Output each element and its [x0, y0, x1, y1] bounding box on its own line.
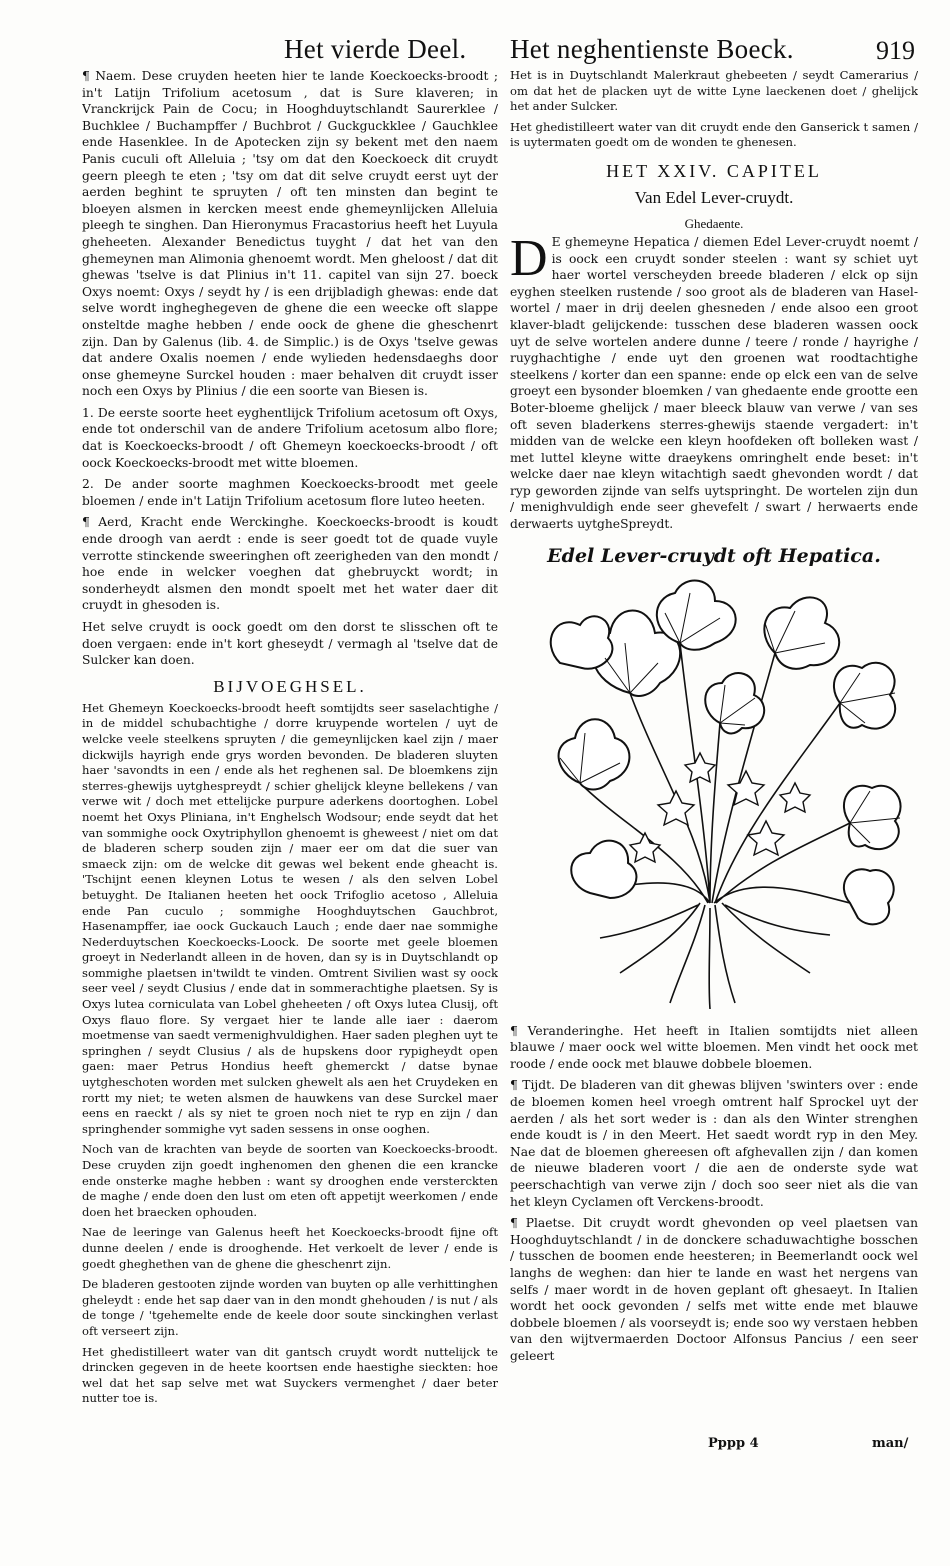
paragraph-top-2: Het ghedistilleert water van dit cruydt ende den Ganserick t samen / is uytermaten goedt om de wonden te ghenesen. — [510, 119, 918, 150]
hepatica-woodcut-illustration — [510, 573, 918, 1011]
paragraph-naem: ¶ Naem. Dese cruyden heeten hier te lande Koeckoecks-broodt ; in't Latijn Trifolium acetosum , dat is Sure klaveren; in Vranckrijck Pain de Cocu; in Hooghduytschlandt Saurerklee / Buchklee / Buchampffer / Buchbrot / Guckguckklee / Gauchklee ende Hasenklee. In de Apotecken zijn sy bekent met den naem Panis cuculi oft Alleluia ; 'tsy om dat den Koeckoeck dit cruydt geern pleegh te eten ; 'tsy om dat dit selve cruydt eerst uyt der aerden beghint te spruyten / oft ten minsten dan begint te bloeyen alsmen in kercken meest ende ghemeynlijcken Alleluia pleegh te singhen. Dan Hieronymus Fracastorius heeft het Luyula gheheeten. Alexander Benedictus tuyght / dat het van den ghemeynen man Alimonia ghenoemt wordt. Men gheloost / dat dit ghewas 'tselve is dat Plinius in't 11. capitel van sijn 27. boeck Oxys noemt: Oxys / seydt hy / is een drijbladigh ghewas: ende dat selve wordt ingheghegeven de ghene die een weecke oft slappe onsteltde maghe hebben / ende oock de ghene die gheschenrt zijn. Dan by Galenus (lib. 4. de Simplic.) is de Oxys 'tselve gewas dat andere Oxalis noemen / ende wylieden hedensdaeghs door onse ghemeyne Surckel houden : maer behalven dit cruydt isser noch een Oxys by Plinius / die een soorte van Biesen is. — [82, 69, 498, 399]
paragraph-soorte-2: 2. De ander soorte maghmen Koeckoecks-broodt met geele bloemen / ende in't Latijn Trifolium acetosum flore luteo heeten. — [82, 477, 498, 508]
catchword: man/ — [872, 1436, 909, 1451]
bijvoeghsel-text-4: De bladeren gestooten zijnde worden van buyten op alle verhittinghen gheleydt : ende het sap daer van in den mondt ghehouden / is nut / als de tonge / 'tgehemelte ende de keele door soute sinckinghen verlast oft verseert zijn. — [82, 1277, 498, 1338]
ghedaente-paragraph — [510, 229, 918, 533]
chapter-subtitle: Van Edel Lever-cruydt. — [634, 187, 794, 207]
chapter-title: HET XXIV. CAPITEL — [606, 160, 822, 181]
bijvoeghsel-text: Het Ghemeyn Koeckoecks-broodt heeft somtijdts seer saselachtighe / in de middel schubachtighe / dorre kruypende wortelen / uyt de welcke veele steelkens spruyten / die gemeynlijcken kael zijn / maer dickwijls hayrigh ende grys worden bevonden. De bladeren sluyten haer 'savondts in een / ende als het reghenen sal. De bloemkens zijn sterres-ghewijs uytghespreydt / schier ghelijck kleyne bellekens / van verwe wit / doch met ettelijcke purpure aderkens doortoghen. Lobel noemt het Oxys Pliniana, in't Enghelsch Wodsour; ende seydt dat het van sommighe oock Oxytriphyllon ghenoemt is gheweest / niet om dat de bladeren scherp souden zijn / maer eer om dat die suer van smaeck zijn: om de welcke dit gewas wel bekent ende gheacht is. 'Tschijnt eenen kleynen Lotus te wesen / als den selven Lobel betuyght. De Italianen heeten het oock Trifoglio acetoso , Alleluia ende Pan cuculo ; sommighe Hooghduytschen Gauchbrot, Hasenampffer, iae oock Guckauch Lauch ; ende daer nae sommighe Nederduytschen Koeckoecks-Loock. De soorte met geele bloemen groeyt in Nederlandt alleen in de hoven, dan sy is in Duytschlandt op sommighe plaetsen in'twildt te vinden. Omtrent Sivilien wast sy oock seer veel / seydt Clusius / ende dat in sommerachtighe plaetsen. Sy is Oxys lutea corniculata van Lobel gheheeten / oft Oxys lutea Clusij, oft Oxys flauo flore. Sy vergaet hier te lande alle iaer : daerom moetmense van saedt vermenighvuldighen. Haer saden pleghen uyt te springhen / seydt Clusius / als de hupskens door rypigheydt open gaen: maer Petrus Hondius heeft ghemerckt / datse bynae uytgheschoten worden met sulcken ghewelt als aen het Cruydeken en rortt my niet; te weten alsmen de hauwkens van dese Surckel maer eens en raeckt / als sy niet te groen noch niet te ryp en zijn / dan springhender sommighe vyt saden sessens in onse ooghen. — [82, 700, 498, 1136]
ghedaente-heading: Ghedaente. — [684, 215, 744, 231]
paragraph-selve: Het selve cruydt is oock goedt om den dorst te slisschen oft te doen vergaen: ende in't kort gheseydt / vermagh al 'tselve dat de Sulcker kan doen. — [82, 620, 498, 668]
bijvoeghsel-text-2: Noch van de krachten van beyde de soorten van Koeckoecks-broodt. Dese cruyden zijn goedt inghenomen den ghenen die een krancke ende onsterke maghe hebben : want sy drooghen ende versterckten de maghe / ende doen den lust om eten oft appetijt weerkomen / ende doen het braecken ophouden. — [82, 1142, 498, 1219]
ghedaente-text: E ghemeyne Hepatica / diemen Edel Lever-cruydt noemt / is oock een cruydt sonder steelen : want sy schiet uyt haer wortel verscheyden breede bladeren / elck op sijn eyghen steelken rustende / soo groot als de bladeren van Hasel-wortel / maer in drij deelen ghesneden / ende alsoo een groot klaver-bladt gelijckende: tusschen dese bladeren wassen oock uyt de selve wortelen andere dunne / teere / ronde / hayrighe / ruyghachtighe / ende uyt den groenen wat roodtachtighe steelkens / korter dan een spanne: ende op elck een van de selve groeyt een bysonder bloemken / van ghedaente ende grootte een Boter-bloeme ghelijck / maer bleeck blauw van verwe / van ses oft seven bladerkens sterres-ghewijs staende vergadert: in't midden van de welcke een kleyn hoofdeken oft bolleken wast / met luttel kleyne witte draeykens omringhelt ende beset: in't welcke daer nae kleyn witachtigh saedt ghevonden wordt / dat ryp geworden zijnde van selfs uytspringht. De wortelen zijn dun / menighvuldigh ende seer ghevefelt / swart / herwaerts ende derwaerts uytgheSpreydt. — [510, 234, 918, 532]
running-head-left: Het vierde Deel. — [284, 34, 467, 64]
paragraph-soorte-1: 1. De eerste soorte heet eyghentlijck Trifolium acetosum oft Oxys, ende tot onderschil van de andere Trifolium acetosum albo flore; dat is Koeckoecks-broodt / oft Ghemeyn koeckoecks-broodt / oft oock Koeckoecks-broodt met witte bloemen. — [82, 405, 498, 470]
paragraph-aerd-kracht: ¶ Aerd, Kracht ende Werckinghe. Koeckoecks-broodt is koudt ende droogh van aerdt : ende is seer goedt tot de quade vuyle verrotte stinckende sweeringhen oft zeerigheden van den mondt / hoe ende in welcker voeghen dat ghebruyckt wordt; in sonderheydt alsmen den mondt spoelt met het water daer dit cruydt in ghesoden is. — [82, 515, 498, 613]
left-column — [82, 68, 498, 1428]
paragraph-tijdt: ¶ Tijdt. De bladeren van dit ghewas blijven 'swinters over : ende de bloemen komen heel vroegh omtrent half Sprockel uyt der aerden / als het sort weder is : dan als den Winter strenghen ende koudt is / in den Meert. Het saedt wordt ryp in den Mey. Nae dat de bloemen ghereesen oft afghevallen zijn / dan komen de nieuwe bladeren voort / die aen de onderste syde wat peerschachtigh van verwe zijn / doch soo seer niet als die van het kleyn Cyclamen oft Verckens-broodt. — [510, 1078, 918, 1209]
paragraph-veranderinghe: ¶ Veranderinghe. Het heeft in Italien somtijdts niet alleen blauwe / maer oock wel witte bloemen. Men vindt het oock met roode / ende oock met blauwe dobbele bloemen. — [510, 1023, 918, 1071]
paragraph-top: Het is in Duytschlandt Malerkraut ghebeeten / seydt Camerarius / om dat het de placken uyt de witte Lyne laeckenen doet / ghelijck het ander Sulcker. — [510, 68, 918, 114]
running-head — [0, 34, 950, 72]
page-number: 919 — [876, 36, 915, 65]
figure-caption: Edel Lever-cruydt oft Hepatica. — [547, 544, 881, 567]
right-column — [510, 68, 918, 1463]
bijvoeghsel-text-3: Nae de leeringe van Galenus heeft het Koeckoecks-broodt fijne oft dunne deelen / ende is drooghende. Het verkoelt de lever / ende is goedt gheghethen van de ghene die gheschenrt zijn. — [82, 1225, 498, 1271]
paragraph-plaetse: ¶ Plaetse. Dit cruydt wordt ghevonden op veel plaetsen van Hooghduytschlandt / in de donckere schaduwachtighe bosschen / tusschen de boomen ende heesteren; in Beemerlandt oock wel langhs de weghen: dan hier te lande en wast het nergens van selfs / maer wordt in de hoven geplant oft ghesaeyt. In Italien wordt het oock gevonden / selfs met witte ende met blauwe dobbele bloemen / als voorseydt is; ende soo wy verstaen hebben van den wijtvermaerden Doctoor Alfonsus Pancius / een seer geleert — [510, 1216, 918, 1363]
bijvoeghsel-text-5: Het ghedistilleert water van dit gantsch cruydt wordt nuttelijck te drincken gegeven in de heete koortsen ende haestighe sieckten: hoe wel dat het sap selve met wat Suyckers vermenghet / daer beter nutter toe is. — [82, 1344, 498, 1406]
bijvoeghsel-heading: BIJVOEGHSEL. — [213, 676, 367, 696]
running-head-right: Het neghentienste Boeck. — [510, 34, 794, 64]
drop-cap: D — [510, 229, 548, 287]
signature-mark: Pppp 4 — [708, 1436, 759, 1451]
